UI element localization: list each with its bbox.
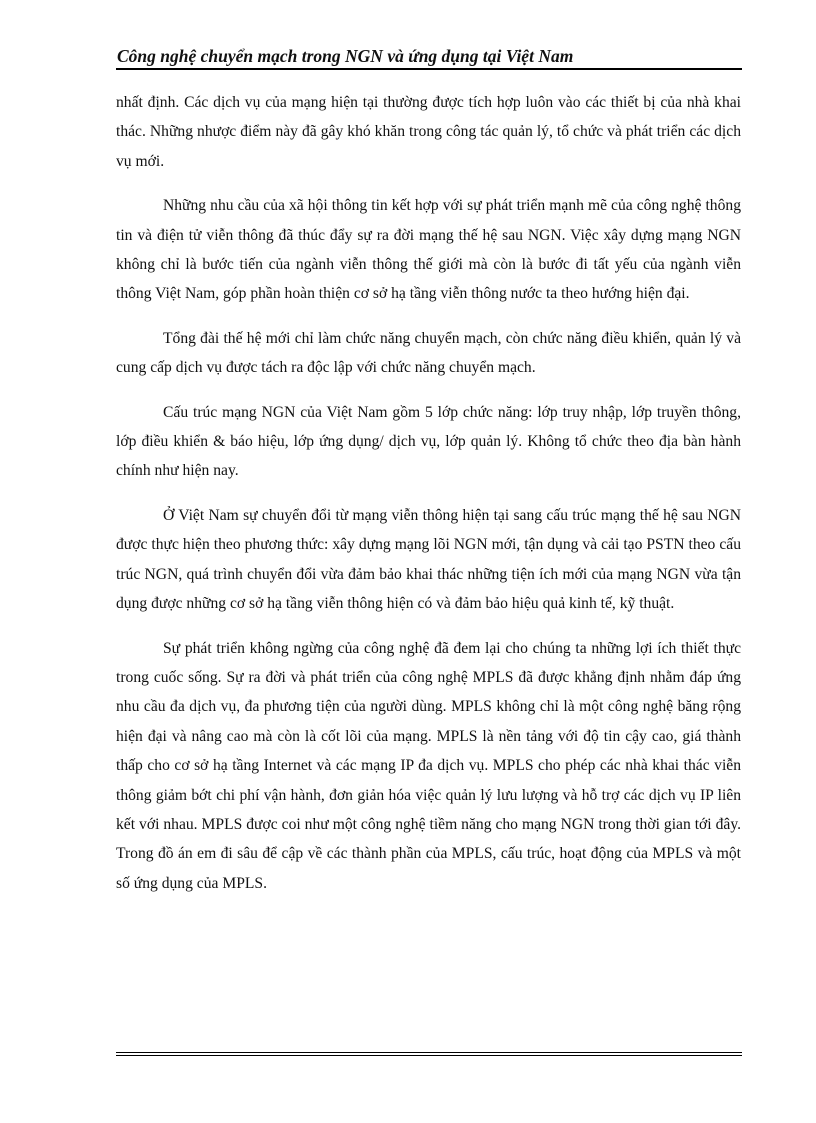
document-body: [116, 88, 741, 913]
document-title: Công nghệ chuyển mạch trong NGN và ứng dụng tại Việt Nam: [117, 46, 574, 66]
footer-rule-line-2: [116, 1055, 742, 1056]
paragraph-1: nhất định. Các dịch vụ của mạng hiện tại thường được tích hợp luôn vào các thiết bị của nhà khai thác. Những nhược điểm này đã gây khó khăn trong công tác quản lý, tổ chức và phát triển các dịch vụ mới.: [116, 94, 741, 170]
paragraph-5: Ở Việt Nam sự chuyển đổi từ mạng viễn thông hiện tại sang cấu trúc mạng thế hệ sau NGN được thực hiện theo phương thức: xây dựng mạng lõi NGN mới, tận dụng và cải tạo PSTN theo cấu trúc NGN, quá trình chuyển đổi vừa đảm bảo khai thác những tiện ích mới của mạng NGN vừa tận dụng được những cơ sở hạ tầng viễn thông hiện có và đảm bảo hiệu quả kinh tế, kỹ thuật.: [116, 506, 741, 613]
paragraph-6: Sự phát triển không ngừng của công nghệ đã đem lại cho chúng ta những lợi ích thiết thực trong cuốc sống. Sự ra đời và phát triển của công nghệ MPLS đã được khẳng định nhằm đáp ứng nhu cầu đa dịch vụ, đa phương tiện của người dùng. MPLS không chỉ là một công nghệ băng rộng hiện đại và nâng cao mà còn là cốt lõi của mạng. MPLS là nền tảng với độ tin cậy cao, giá thành thấp cho cơ sở hạ tầng Internet và các mạng IP đa dịch vụ. MPLS cho phép các nhà khai thác viễn thông giảm bớt chi phí vận hành, đơn giản hóa việc quản lý lưu lượng và hỗ trợ các dịch vụ IP liên kết với nhau. MPLS được coi như một công nghệ tiềm năng cho mạng NGN trong thời gian tới đây. Trong đồ án em đi sâu để cập về các thành phần của MPLS, cấu trúc, hoạt động của MPLS và một số ứng dụng của MPLS.: [116, 639, 741, 892]
footer-rule-line-1: [116, 1052, 742, 1053]
header-rule: [116, 68, 742, 70]
paragraph-3: Tổng đài thế hệ mới chỉ làm chức năng chuyển mạch, còn chức năng điều khiển, quản lý và cung cấp dịch vụ được tách ra độc lập với chức năng chuyển mạch.: [116, 329, 741, 377]
page-header: [116, 44, 742, 68]
footer-rule: [116, 1052, 742, 1058]
paragraph-2: Những nhu cầu của xã hội thông tin kết hợp với sự phát triển mạnh mẽ của công nghệ thông tin và điện tử viễn thông đã thúc đẩy sự ra đời mạng thế hệ sau NGN. Việc xây dựng mạng NGN không chỉ là bước tiến của ngành viễn thông thế giới mà còn là bước đi tất yếu của ngành viễn thông Việt Nam, góp phần hoàn thiện cơ sở hạ tầng viễn thông nước ta theo hướng hiện đại.: [116, 197, 741, 303]
paragraph-4: Cấu trúc mạng NGN của Việt Nam gồm 5 lớp chức năng: lớp truy nhập, lớp truyền thông, lớp điều khiển & báo hiệu, lớp ứng dụng/ dịch vụ, lớp quản lý. Không tổ chức theo địa bàn hành chính như hiện nay.: [116, 403, 741, 480]
